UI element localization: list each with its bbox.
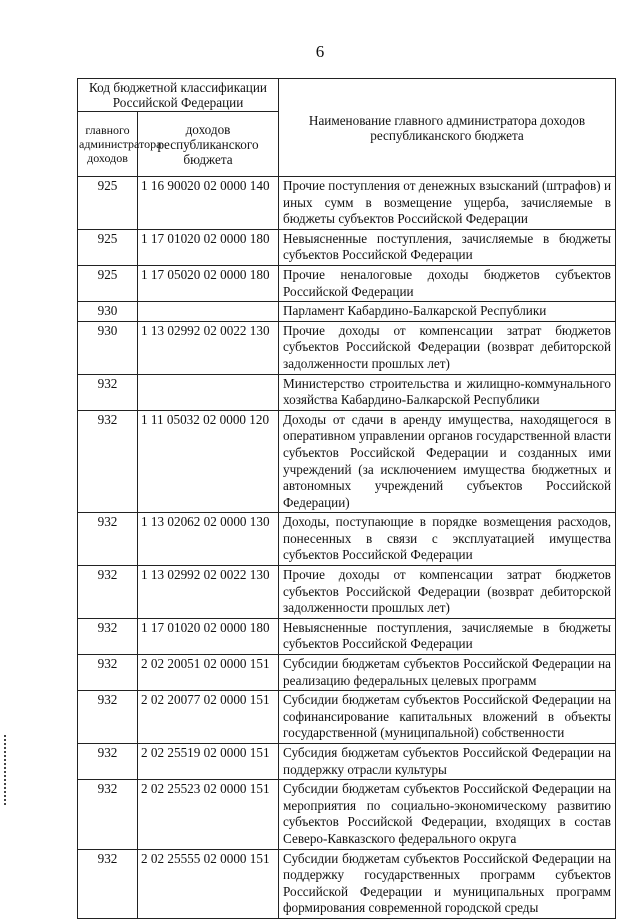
- cell-admin-code: 930: [78, 321, 138, 374]
- cell-revenue-code: 2 02 25523 02 0000 151: [138, 780, 279, 849]
- header-administrator-name: Наименование главного администратора доходов республиканского бюджета: [279, 79, 616, 177]
- cell-revenue-code: 1 11 05032 02 0000 120: [138, 410, 279, 513]
- cell-admin-code: 932: [78, 410, 138, 513]
- cell-name: Субсидии бюджетам субъектов Российской Федерации на мероприятия по социально-экономическому развитию субъектов Российской Федерации, входящих в состав Северо-Кавказского федерального округа: [279, 780, 616, 849]
- table-row: [78, 177, 616, 230]
- table-row: [78, 321, 616, 374]
- cell-revenue-code: 1 13 02062 02 0000 130: [138, 513, 279, 566]
- cell-name: Доходы, поступающие в порядке возмещения расходов, понесенных в связи с эксплуатацией имущества субъектов Российской Федерации: [279, 513, 616, 566]
- cell-name: Прочие доходы от компенсации затрат бюджетов субъектов Российской Федерации (возврат дебиторской задолженности прошлых лет): [279, 321, 616, 374]
- cell-admin-code: 932: [78, 849, 138, 918]
- table-row: [78, 691, 616, 744]
- cell-name: Невыясненные поступления, зачисляемые в бюджеты субъектов Российской Федерации: [279, 229, 616, 265]
- cell-admin-code: 925: [78, 229, 138, 265]
- table-row: [78, 744, 616, 780]
- cell-admin-code: 932: [78, 744, 138, 780]
- header-classification-code: Код бюджетной классификации Российской Федерации: [78, 79, 279, 112]
- cell-revenue-code: 1 17 01020 02 0000 180: [138, 618, 279, 654]
- table-row: [78, 374, 616, 410]
- header-revenue-code: доходов республиканского бюджета: [138, 112, 279, 177]
- table-row: [78, 655, 616, 691]
- table-row: [78, 566, 616, 619]
- cell-revenue-code: 2 02 20077 02 0000 151: [138, 691, 279, 744]
- cell-revenue-code: 1 13 02992 02 0022 130: [138, 566, 279, 619]
- cell-revenue-code: 2 02 20051 02 0000 151: [138, 655, 279, 691]
- cell-admin-code: 932: [78, 780, 138, 849]
- cell-name: Субсидия бюджетам субъектов Российской Федерации на поддержку отрасли культуры: [279, 744, 616, 780]
- table-header-row: [78, 79, 616, 112]
- cell-name: Невыясненные поступления, зачисляемые в бюджеты субъектов Российской Федерации: [279, 618, 616, 654]
- cell-name: Министерство строительства и жилищно-коммунального хозяйства Кабардино-Балкарской Республики: [279, 374, 616, 410]
- cell-revenue-code: 1 17 05020 02 0000 180: [138, 265, 279, 301]
- cell-admin-code: 925: [78, 265, 138, 301]
- cell-revenue-code: 2 02 25519 02 0000 151: [138, 744, 279, 780]
- cell-admin-code: 930: [78, 302, 138, 322]
- cell-revenue-code: 1 13 02992 02 0022 130: [138, 321, 279, 374]
- cell-admin-code: 932: [78, 655, 138, 691]
- page-number: 6: [315, 42, 325, 61]
- table-row: [78, 849, 616, 918]
- cell-revenue-code: 1 16 90020 02 0000 140: [138, 177, 279, 230]
- cell-admin-code: 932: [78, 691, 138, 744]
- margin-scan-mark: [4, 735, 10, 805]
- table-row: [78, 302, 616, 322]
- cell-revenue-code: 1 17 01020 02 0000 180: [138, 229, 279, 265]
- table-row: [78, 618, 616, 654]
- cell-name: Парламент Кабардино-Балкарской Республики: [279, 302, 616, 322]
- table-row: [78, 513, 616, 566]
- table-row: [78, 410, 616, 513]
- cell-name: Субсидии бюджетам субъектов Российской Федерации на софинансирование капитальных вложений в объекты государственной (муниципальной) собственности: [279, 691, 616, 744]
- cell-revenue-code: [138, 374, 279, 410]
- header-main-administrator: главного администратора доходов: [78, 112, 138, 177]
- cell-revenue-code: [138, 302, 279, 322]
- cell-admin-code: 932: [78, 566, 138, 619]
- cell-name: Прочие неналоговые доходы бюджетов субъектов Российской Федерации: [279, 265, 616, 301]
- cell-admin-code: 932: [78, 618, 138, 654]
- cell-name: Субсидии бюджетам субъектов Российской Федерации на реализацию федеральных целевых программ: [279, 655, 616, 691]
- cell-name: Доходы от сдачи в аренду имущества, находящегося в оперативном управлении органов государственной власти субъектов Российской Федерации и созданных ими учреждений (за исключением имущества бюджетных и автономных учреждений субъектов Российской Федерации): [279, 410, 616, 513]
- table-row: [78, 780, 616, 849]
- cell-admin-code: 925: [78, 177, 138, 230]
- cell-admin-code: 932: [78, 374, 138, 410]
- cell-revenue-code: 2 02 25555 02 0000 151: [138, 849, 279, 918]
- table-row: [78, 229, 616, 265]
- cell-name: Субсидии бюджетам субъектов Российской Федерации на поддержку государственных программ субъектов Российской Федерации и муниципальных программ формирования современной городской среды: [279, 849, 616, 918]
- cell-name: Прочие доходы от компенсации затрат бюджетов субъектов Российской Федерации (возврат дебиторской задолженности прошлых лет): [279, 566, 616, 619]
- cell-admin-code: 932: [78, 513, 138, 566]
- budget-classification-table: [77, 78, 616, 919]
- cell-name: Прочие поступления от денежных взысканий (штрафов) и иных сумм в возмещение ущерба, зачисляемые в бюджеты субъектов Российской Федерации: [279, 177, 616, 230]
- table-row: [78, 265, 616, 301]
